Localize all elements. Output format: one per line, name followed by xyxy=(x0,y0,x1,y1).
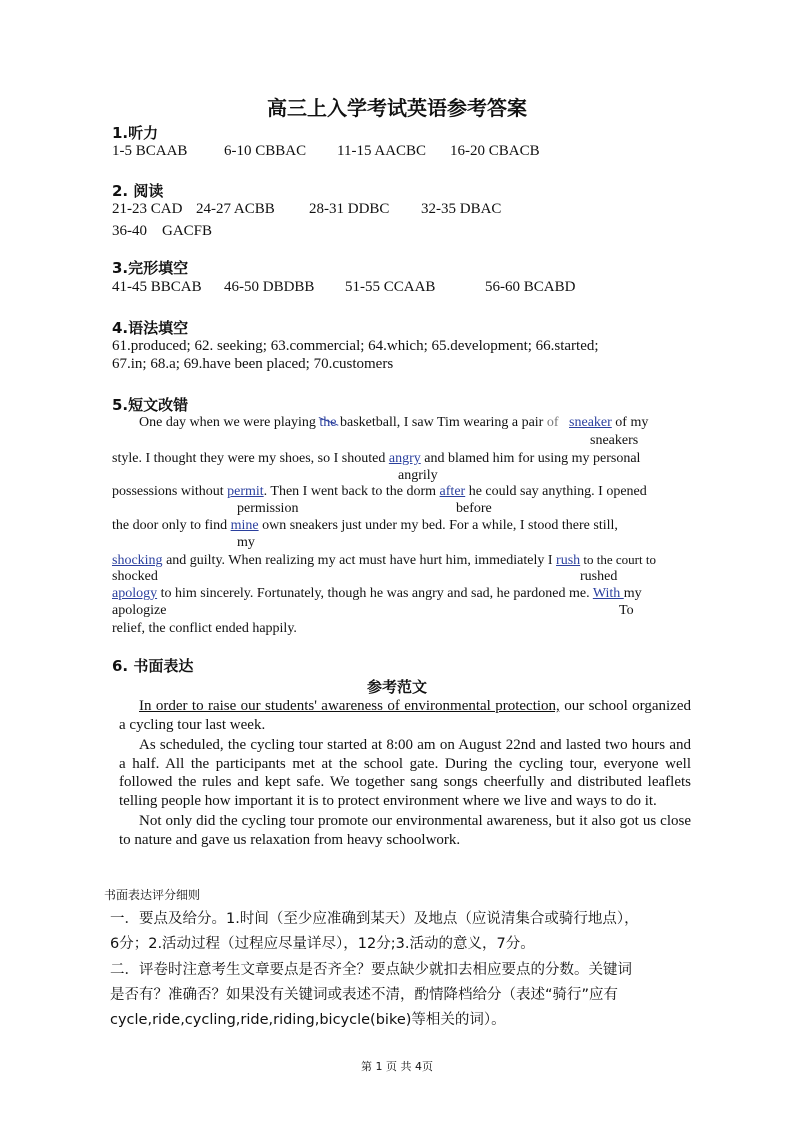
rubric-title: 书面表达评分细则 xyxy=(104,888,201,902)
error-word: With xyxy=(592,586,624,601)
error-word: angry xyxy=(388,451,421,466)
listening-answers-1-5: 1-5 BCAAB xyxy=(112,143,188,159)
reading-answers-21-23: 21-23 CAD xyxy=(112,201,183,217)
correction-line-4: the door only to find mine own sneakers just under my bed. For a while, I stood there still, xyxy=(112,518,618,533)
correction-word: sneakers xyxy=(590,433,639,448)
correction-line-2: style. I thought they were my shoes, so I shouted angry and blamed him for using my personal xyxy=(112,451,641,466)
rubric-item-2-line-3: cycle,ride,cycling,ride,riding,bicycle(bike)等相关的词）。 xyxy=(110,1012,506,1028)
error-word: sneaker xyxy=(569,415,612,430)
reading-answers-32-35: 32-35 DBAC xyxy=(421,201,502,217)
error-word: after xyxy=(439,484,466,499)
page-title: 高三上入学考试英语参考答案 xyxy=(267,96,527,120)
section-listening-heading: 1.听力 xyxy=(112,124,159,142)
correction-line-5: shocking and guilty. When realizing my act must have hurt him, immediately I rush to the court to xyxy=(112,552,656,568)
listening-answers-11-15: 11-15 AACBC xyxy=(337,143,427,159)
essay-paragraph-2: As scheduled, the cycling tour started at 8:00 am on August 22nd and lasted two hours and a half. All the participants met at the school gate. During the cycling tour, everyone well followed the rules and kept safe. We together sang songs cheerfully and distributed leaflets telling people how important it is to protect environment where we live and ways to do it. xyxy=(119,737,691,809)
sample-essay-heading: 参考范文 xyxy=(367,678,428,696)
correction-word: before xyxy=(456,501,492,516)
reading-answers-28-31: 28-31 DDBC xyxy=(309,201,390,217)
correction-word: apologize xyxy=(112,603,167,618)
correction-line-1: One day when we were playing the basketball, I saw Tim wearing a pair of sneaker of my xyxy=(139,415,649,430)
grammar-answers-line-2: 67.in; 68.a; 69.have been placed; 70.customers xyxy=(112,356,394,372)
essay-paragraph-1: In order to raise our students' awareness of environmental protection, our school organized a cycling tour last week. xyxy=(119,698,691,733)
error-word: permit xyxy=(227,484,264,499)
listening-answers-6-10: 6-10 CBBAC xyxy=(224,143,307,159)
sample-essay xyxy=(119,697,691,851)
error-word: shocking xyxy=(112,553,163,568)
cloze-answers-51-55: 51-55 CCAAB xyxy=(345,279,436,295)
section-writing-heading: 6. 书面表达 xyxy=(112,657,194,675)
error-word: apology xyxy=(112,586,158,601)
correction-word: angrily xyxy=(398,468,438,483)
rubric-item-2-line-1: 二．评卷时注意考生文章要点是否齐全？要点缺少就扣去相应要点的分数。关键词 xyxy=(110,962,632,978)
cloze-answers-56-60: 56-60 BCABD xyxy=(485,279,576,295)
error-word: mine xyxy=(230,518,259,533)
grammar-answers-line-1: 61.produced; 62. seeking; 63.commercial; 64.which; 65.development; 66.started; xyxy=(112,338,599,354)
rubric-item-1-line-1: 一．要点及给分。1.时间（至少应准确到某天）及地点（应说清集合或骑行地点）， xyxy=(110,911,639,927)
correction-word: permission xyxy=(237,501,299,516)
correction-word: rushed xyxy=(580,569,618,584)
correction-word: my xyxy=(237,535,255,550)
correction-word: To xyxy=(619,603,634,618)
section-error-correction-heading: 5.短文改错 xyxy=(112,396,189,414)
cloze-answers-41-45: 41-45 BBCAB xyxy=(112,279,202,295)
correction-line-7: relief, the conflict ended happily. xyxy=(112,621,297,636)
rubric-item-1-line-2: 6分；2.活动过程（过程应尽量详尽），12分;3.活动的意义，7分。 xyxy=(110,936,535,952)
deleted-word: the xyxy=(319,415,337,430)
correction-line-6: apology to him sincerely. Fortunately, though he was angry and sad, he pardoned me. With my xyxy=(112,586,642,601)
correction-line-3: possessions without permit. Then I went back to the dorm after he could say anything. I opened xyxy=(112,484,647,499)
section-reading-heading: 2. 阅读 xyxy=(112,182,164,200)
error-word: rush xyxy=(556,553,581,568)
section-grammar-heading: 4.语法填空 xyxy=(112,319,189,337)
reading-answers-24-27: 24-27 ACBB xyxy=(196,201,275,217)
rubric-item-2-line-2: 是否有？准确否？如果没有关键词或表述不清，酌情降档给分（表述“骑行”应有 xyxy=(110,987,619,1003)
section-cloze-heading: 3.完形填空 xyxy=(112,259,189,277)
inserted-word: of xyxy=(546,415,559,430)
essay-paragraph-3: Not only did the cycling tour promote our environmental awareness, but it also got us close to nature and gave us relaxation from heavy schoolwork. xyxy=(119,813,691,848)
cloze-answers-46-50: 46-50 DBDBB xyxy=(224,279,315,295)
page-footer: 第 1 页 共 4页 xyxy=(361,1060,433,1073)
reading-answers-36-40: 36-40 GACFB xyxy=(112,223,213,239)
listening-answers-16-20: 16-20 CBACB xyxy=(450,143,540,159)
correction-word: shocked xyxy=(112,569,158,584)
